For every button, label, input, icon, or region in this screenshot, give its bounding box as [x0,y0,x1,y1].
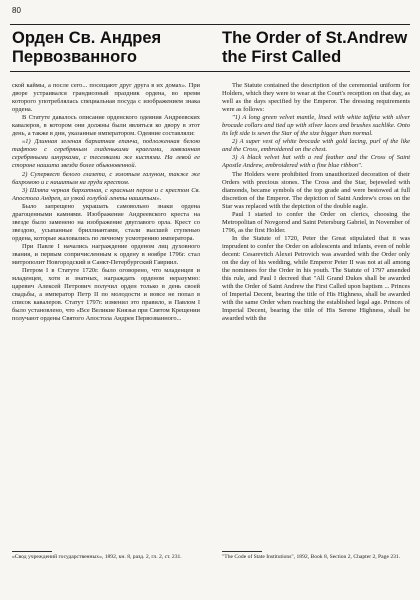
title-english-line-1: The Order of St.Andrew [222,29,408,47]
paragraph: 3) Шляпа черная бархатная, с красным пером и с крестом Св. Апостола Андрея, из узкой голубой ленты нашитым». [12,186,200,202]
russian-column [12,82,200,323]
footnote-russian: «Свод учреждений государственных», 1892, кн. 8, разд. 2, гл. 2, ст. 231. [12,554,182,560]
title-russian-line-1: Орден Св. Андрея [12,29,162,47]
title-russian-line-2: Первозванного [12,48,137,66]
footnote-rule-left [12,551,52,552]
paragraph: 3) A black velvet hat with a red feather and the Cross of Saint Apostle Andrew, embroidered with a fine blue ribbon". [222,154,410,170]
paragraph: Было запрещено украшать самовольно знаки ордена драгоценными камнями. Изображение Андреевского креста на звезде было заменено на изображение двуглавого орла. Крест со звездою, усыпанные бриллиантами, стали высшей ступенью ордена, которые жаловались по личному усмотрению императора. [12,202,200,242]
footnote-english: "The Code of State Institutions", 1892, Book 8, Section 2, Chapter 2, Page 231. [222,554,401,560]
paragraph: ской каймы, а после сего... посещают друг друга в их домах». При дворе устраивался грандиозный праздник ордена, во время которого употреблялась специальная посуда с изображением знака ордена. [12,82,200,114]
paragraph: 2) Супервест белого глазета, с золотым галуном, также же бахромою и с нашитым на груди крестом. [12,170,200,186]
english-column [222,82,410,323]
page-number: 80 [12,6,21,15]
paragraph: Петром I в Статуте 1720г. было оговорено, что младенцев и младенцев, хотя и знатных, награждать орденом неразумно: царевич Алексей Петрович получил орден только в день своей свадьбы, а император Петр II по молодости и вовсе не попал в список кавалеров. Статут 1797г. изменил это правило, и Павлом I было установлено, что «Все Великие Князья при Святом Крещении получают ордены Святого Апостола Андрея Первозванного... [12,267,200,323]
footnote-rule-right [222,551,262,552]
paragraph: При Павле I начались награждение орденом лиц духовного звания, и первым сопричисленным к ордену в ноябре 1796г. стал митрополит Новгородский и Санкт-Петербургский Гавриил. [12,242,200,267]
title-english [222,29,412,67]
paragraph: В Статуте давалось описание орденского одеяния Андреевских кавалеров, в котором они должны были являться ко двору в этот день, а также в дни, указанные императором. Одеяние составляли: [12,114,200,138]
paragraph: 2) A super vest of white brocade with gold lacing, purl of the like and the Cross, embroidered on the chest. [222,138,410,154]
paragraph: In the Statute of 1720, Peter the Great stipulated that it was imprudent to confer the Order on adolescents and infants, even of noble decent: Cesarevitch Alexei Petrovich was awarded with the Order only on the day of his wedding, while Emperor Peter II was not at all among the nominees for the Order in his youth. The Statute of 1797 amended this rule, and Paul I decreed that "All Grand Dukes shall be awarded with the Order of Saint Andrew the First Called upon baptism ... Princes of Imperial Decent, bearing the title of His Highness, shall be awarded with the same Order when reaching the established legal age. Princes of Imperial Decent, bearing the title of His Serene Highness, shall be awarded with the [222,234,410,323]
paragraph: «1) Длинная зеленая бархатная епанча, подложенная белою тафтою с серебряным гладенькими краегами, завязанная серебряными шнурками, с тесемками же кистями. На левой ее стороне нашита звезда более обыкновенной. [12,138,200,170]
paragraph: Paul I started to confer the Order on clerics, choosing the Metropolitan of Novgorod and Saint Petersburg Gabriel, in November of 1796, as the first Holder. [222,210,410,234]
paragraph: The Statute contained the description of the ceremonial uniform for Holders, which they were to wear at the Court's reception on that day, as well as the days specified by the Emperor. The dressing requirements were as follows: [222,82,410,114]
title-russian [12,29,202,67]
title-band [10,24,410,72]
title-english-line-2: the First Called [222,48,342,66]
paragraph: "1) A long green velvet mantle, lined with white taffeta with silver brocade collars and tied up with silver laces and brushes suchlike. Onto its left side is sewn the Star of the size bigger than normal. [222,114,410,138]
paragraph: The Holders were prohibited from unauthorized decoration of their Orders with precious stones. The Cross and the Star, bejeweled with diamonds, became symbols of the top grade and were bestowed at full discretion of the Emperor. The depiction of Saint Andrew's cross on the Star was replaced with the depiction of the double eagle. [222,170,410,210]
